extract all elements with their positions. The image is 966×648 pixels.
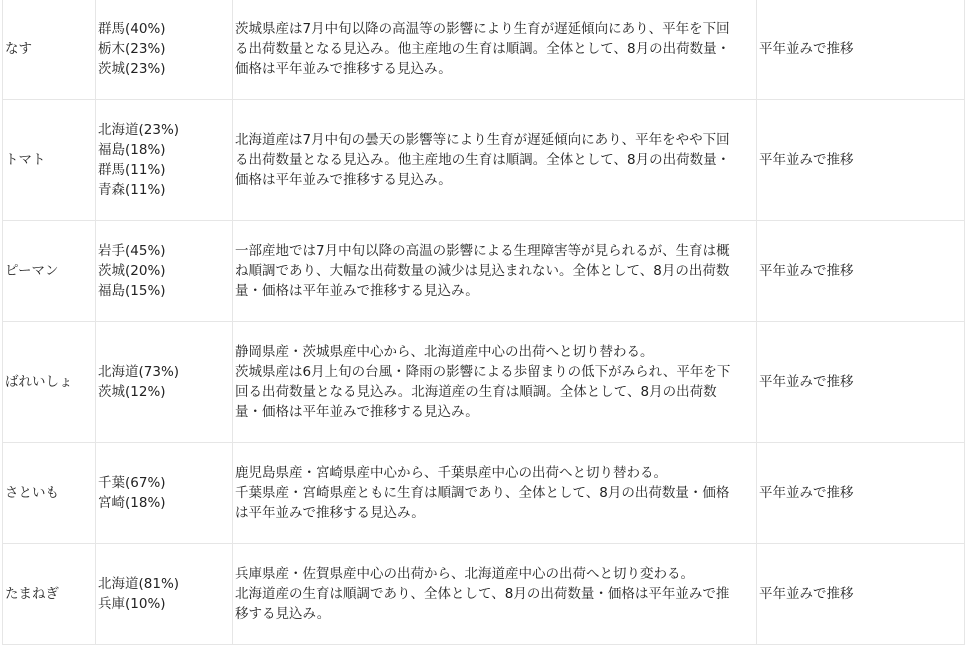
- vegetable-forecast-table: [2, 0, 965, 645]
- forecast-description: [233, 322, 757, 443]
- description-line: 回る出荷数量となる見込み。北海道産の生育は順調。全体として、8月の出荷数: [235, 384, 717, 400]
- description-line: 茨城県産は6月上旬の台風・降雨の影響による歩留まりの低下がみられ、平年を下: [235, 364, 731, 380]
- production-area: 茨城(23%): [98, 61, 166, 77]
- outlook-status: 平年並みで推移: [757, 443, 965, 544]
- production-areas: [96, 322, 233, 443]
- production-area: 福島(18%): [98, 142, 166, 158]
- outlook-status: 平年並みで推移: [757, 221, 965, 322]
- description-line: 茨城県産は7月中旬以降の高温等の影響により生育が遅延傾向にあり、平年を下回: [235, 21, 730, 37]
- description-line: 兵庫県産・佐賀県産中心の出荷から、北海道産中心の出荷へと切り変わる。: [235, 566, 694, 582]
- table-body: [3, 0, 965, 645]
- table-row: [3, 322, 965, 443]
- description-line: 価格は平年並みで推移する見込み。: [235, 172, 452, 188]
- forecast-description: [233, 221, 757, 322]
- production-area: 福島(15%): [98, 283, 166, 299]
- description-line: 価格は平年並みで推移する見込み。: [235, 61, 452, 77]
- production-areas: [96, 100, 233, 221]
- table-row: [3, 100, 965, 221]
- item-name: ばれいしょ: [3, 322, 96, 443]
- production-area: 群馬(40%): [98, 21, 166, 37]
- description-line: 千葉県産・宮崎県産ともに生育は順調であり、全体として、8月の出荷数量・価格: [235, 485, 730, 501]
- outlook-status: 平年並みで推移: [757, 0, 965, 100]
- description-line: 量・価格は平年並みで推移する見込み。: [235, 283, 479, 299]
- production-areas: [96, 443, 233, 544]
- table-row: [3, 443, 965, 544]
- outlook-status: 平年並みで推移: [757, 544, 965, 645]
- item-name: なす: [3, 0, 96, 100]
- production-area: 千葉(67%): [98, 475, 166, 491]
- table-row: [3, 0, 965, 100]
- production-area: 岩手(45%): [98, 243, 166, 259]
- production-areas: [96, 544, 233, 645]
- description-line: ね順調であり、大幅な出荷数量の減少は見込まれない。全体として、8月の出荷数: [235, 263, 730, 279]
- production-area: 茨城(20%): [98, 263, 166, 279]
- production-area: 栃木(23%): [98, 41, 166, 57]
- forecast-description: [233, 100, 757, 221]
- table-row: [3, 544, 965, 645]
- item-name: ピーマン: [3, 221, 96, 322]
- production-areas: [96, 221, 233, 322]
- production-area: 北海道(81%): [98, 576, 180, 592]
- item-name: たまねぎ: [3, 544, 96, 645]
- description-line: る出荷数量となる見込み。他主産地の生育は順調。全体として、8月の出荷数量・: [235, 152, 731, 168]
- production-area: 青森(11%): [98, 182, 166, 198]
- description-line: 一部産地では7月中旬以降の高温の影響による生理障害等が見られるが、生育は概: [235, 243, 730, 259]
- production-area: 宮崎(18%): [98, 495, 166, 511]
- production-area: 北海道(73%): [98, 364, 180, 380]
- item-name: トマト: [3, 100, 96, 221]
- description-line: 北海道産の生育は順調であり、全体として、8月の出荷数量・価格は平年並みで推: [235, 586, 730, 602]
- description-line: は平年並みで推移する見込み。: [235, 505, 425, 521]
- description-line: 鹿児島県産・宮崎県産中心から、千葉県産中心の出荷へと切り替わる。: [235, 465, 667, 481]
- forecast-description: [233, 0, 757, 100]
- production-area: 群馬(11%): [98, 162, 166, 178]
- description-line: 量・価格は平年並みで推移する見込み。: [235, 404, 479, 420]
- description-line: る出荷数量となる見込み。他主産地の生育は順調。全体として、8月の出荷数量・: [235, 41, 731, 57]
- table-row: [3, 221, 965, 322]
- production-area: 茨城(12%): [98, 384, 166, 400]
- production-areas: [96, 0, 233, 100]
- production-area: 兵庫(10%): [98, 596, 166, 612]
- description-line: 静岡県産・茨城県産中心から、北海道産中心の出荷へと切り替わる。: [235, 344, 654, 360]
- forecast-description: [233, 544, 757, 645]
- outlook-status: 平年並みで推移: [757, 322, 965, 443]
- production-area: 北海道(23%): [98, 122, 180, 138]
- item-name: さといも: [3, 443, 96, 544]
- description-line: 移する見込み。: [235, 606, 331, 622]
- outlook-status: 平年並みで推移: [757, 100, 965, 221]
- forecast-description: [233, 443, 757, 544]
- description-line: 北海道産は7月中旬の曇天の影響等により生育が遅延傾向にあり、平年をやや下回: [235, 132, 730, 148]
